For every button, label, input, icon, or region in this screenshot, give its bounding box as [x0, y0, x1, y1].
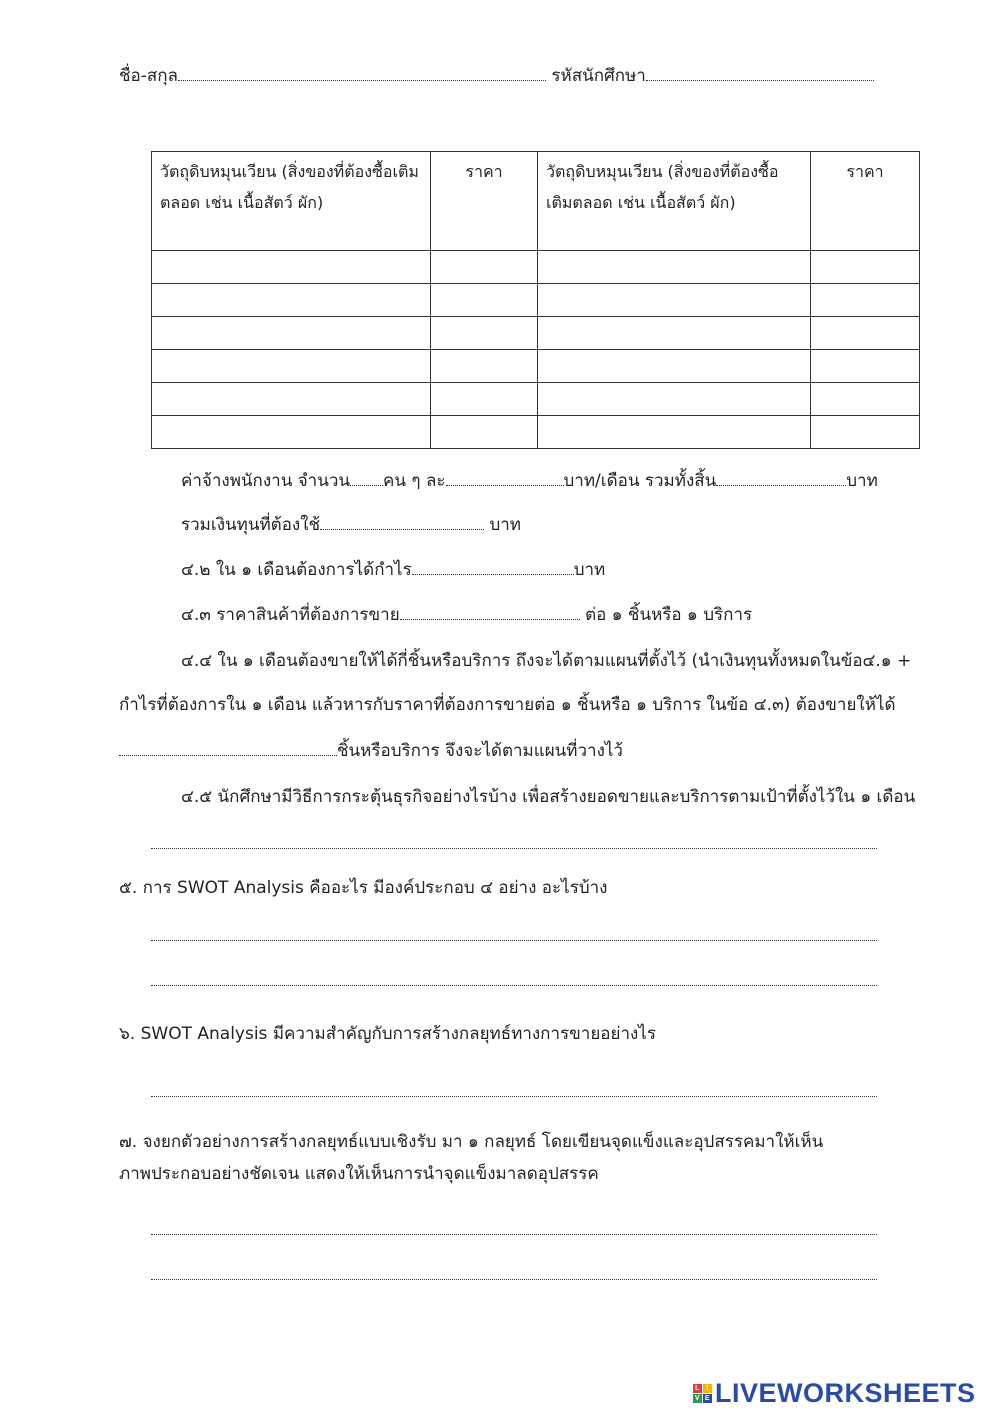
header-raw-material-2: วัตถุดิบหมุนเวียน (สิ่งของที่ต้องซื้อเติมตลอด เช่น เนื้อสัตว์ ผัก) [538, 152, 811, 251]
raw-material-cell[interactable] [538, 251, 811, 284]
header-price-1: ราคา [431, 152, 538, 251]
total-capital-input[interactable] [320, 513, 484, 530]
table-row [152, 317, 920, 350]
name-label: ชื่อ-สกุล [119, 66, 178, 86]
q4-3-line [181, 603, 752, 626]
labor-prefix: ค่าจ้างพนักงาน จำนวน [181, 471, 351, 491]
total-capital-unit: บาท [484, 515, 521, 535]
q4-2-unit: บาท [573, 560, 606, 580]
table-row [152, 416, 920, 449]
raw-material-cell[interactable] [152, 284, 431, 317]
header-line [119, 64, 874, 87]
q4-4-units-input[interactable] [119, 739, 337, 756]
price-cell[interactable] [811, 350, 920, 383]
q4-3-suffix: ต่อ ๑ ชิ้นหรือ ๑ บริการ [579, 605, 753, 625]
price-cell[interactable] [811, 284, 920, 317]
raw-material-cell[interactable] [152, 251, 431, 284]
labor-total-input[interactable] [716, 469, 846, 486]
table-row [152, 284, 920, 317]
q4-5-answer-line[interactable] [151, 848, 877, 849]
raw-materials-table [151, 151, 920, 449]
student-id-label: รหัสนักศึกษา [551, 66, 646, 86]
q7-answer-line-2[interactable] [151, 1279, 877, 1280]
logo-mark-letter: L [693, 1384, 702, 1393]
price-cell[interactable] [811, 416, 920, 449]
salary-per-person-input[interactable] [446, 469, 564, 486]
price-cell[interactable] [431, 416, 538, 449]
q4-2-line [181, 558, 605, 581]
q4-5-label: ๔.๕ นักศึกษามีวิธีการกระตุ้นธุรกิจอย่างไรบ้าง เพื่อสร้างยอดขายและบริการตามเป้าที่ตั้งไว้ใน ๑ เดือน [181, 787, 916, 807]
raw-material-cell[interactable] [152, 416, 431, 449]
logo-mark-letter: V [694, 1395, 701, 1402]
raw-material-cell[interactable] [152, 383, 431, 416]
raw-material-cell[interactable] [538, 284, 811, 317]
q7-answer-line-1[interactable] [151, 1234, 877, 1235]
q4-4-line-3 [119, 739, 623, 762]
total-capital-line [181, 513, 521, 536]
per-month-label: บาท/เดือน รวมทั้งสิ้น [563, 471, 717, 491]
price-cell[interactable] [811, 251, 920, 284]
header-price-2: ราคา [811, 152, 920, 251]
q4-2-label: ๔.๒ ใน ๑ เดือนต้องการได้กำไร [181, 560, 412, 580]
q7-line-2: ภาพประกอบอย่างชัดเจน แสดงให้เห็นการนำจุดแข็งมาลดอุปสรรค [119, 1164, 599, 1184]
q4-3-label: ๔.๓ ราคาสินค้าที่ต้องการขาย [181, 605, 400, 625]
logo-mark-letter: I [703, 1384, 712, 1393]
q4-4-line-1: ๔.๔ ใน ๑ เดือนต้องขายให้ได้กี่ชิ้นหรือบริการ ถึงจะได้ตามแผนที่ตั้งไว้ (นำเงินทุนทั้งหมดในข้อ๔.๑ + [181, 651, 912, 671]
table-row [152, 383, 920, 416]
table-row [152, 350, 920, 383]
price-cell[interactable] [431, 284, 538, 317]
raw-material-cell[interactable] [152, 317, 431, 350]
table-header-row [152, 152, 920, 251]
q5-label: ๕. การ SWOT Analysis คืออะไร มีองค์ประกอบ ๔ อย่าง อะไรบ้าง [119, 878, 608, 898]
logo-mark-letter: E [704, 1395, 711, 1402]
table-body [152, 251, 920, 449]
labor-baht-label: บาท [846, 471, 878, 491]
raw-material-cell[interactable] [538, 317, 811, 350]
labor-cost-line [181, 469, 878, 492]
q6-answer-line[interactable] [151, 1096, 877, 1097]
header-raw-material-1: วัตถุดิบหมุนเวียน (สิ่งของที่ต้องซื้อเติมตลอด เช่น เนื้อสัตว์ ผัก) [152, 152, 431, 251]
logo-text: LIVEWORKSHEETS [715, 1378, 976, 1408]
price-cell[interactable] [431, 350, 538, 383]
q6-label: ๖. SWOT Analysis มีความสำคัญกับการสร้างกลยุทธ์ทางการขายอย่างไร [119, 1024, 656, 1044]
q5-answer-line-1[interactable] [151, 940, 877, 941]
price-cell[interactable] [431, 383, 538, 416]
name-input[interactable] [178, 64, 546, 81]
q7-line-1: ๗. จงยกตัวอย่างการสร้างกลยุทธ์แบบเชิงรับ มา ๑ กลยุทธ์ โดยเขียนจุดแข็งและอุปสรรคมาให้เห็น [119, 1132, 824, 1152]
q4-2-profit-input[interactable] [412, 558, 574, 575]
persons-unit: คน ๆ ละ [383, 471, 446, 491]
employee-count-input[interactable] [350, 469, 383, 486]
liveworksheets-logo [693, 1378, 976, 1409]
price-cell[interactable] [431, 251, 538, 284]
table-row [152, 251, 920, 284]
logo-mark-icon [693, 1384, 712, 1403]
raw-material-cell[interactable] [538, 350, 811, 383]
q4-4-suffix: ชิ้นหรือบริการ จึงจะได้ตามแผนที่วางไว้ [337, 741, 623, 761]
q4-3-price-input[interactable] [400, 603, 580, 620]
raw-material-cell[interactable] [538, 416, 811, 449]
raw-material-cell[interactable] [538, 383, 811, 416]
price-cell[interactable] [431, 317, 538, 350]
total-capital-label: รวมเงินทุนที่ต้องใช้ [181, 515, 321, 535]
q5-answer-line-2[interactable] [151, 985, 877, 986]
raw-material-cell[interactable] [152, 350, 431, 383]
q4-4-line-2: กำไรที่ต้องการใน ๑ เดือน แล้วหารกับราคาที่ต้องการขายต่อ ๑ ชิ้นหรือ ๑ บริการ ในข้อ ๔.๓) ต้องขายให้ได้ [119, 695, 896, 715]
price-cell[interactable] [811, 317, 920, 350]
student-id-input[interactable] [646, 64, 874, 81]
price-cell[interactable] [811, 383, 920, 416]
